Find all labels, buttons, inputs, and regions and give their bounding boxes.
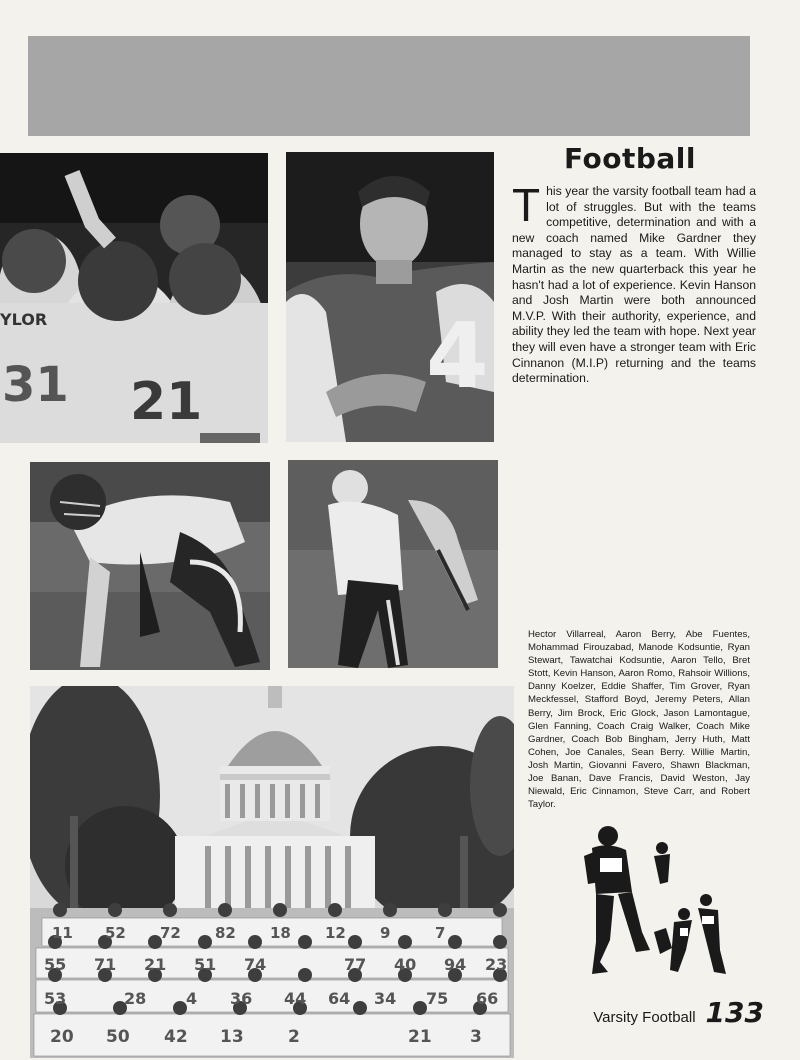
team-jersey-number: 4 [186, 989, 198, 1008]
team-jersey-number: 21 [144, 955, 167, 974]
team-jersey-number: 50 [106, 1027, 130, 1047]
team-jersey-number: 18 [270, 924, 291, 942]
team-jersey-number: 94 [444, 955, 467, 974]
team-jersey-number: 51 [194, 955, 217, 974]
team-jersey-number: 34 [374, 989, 397, 1008]
team-jersey-number: 66 [476, 989, 499, 1008]
team-jersey-number: 82 [215, 924, 236, 942]
team-jersey-number: 12 [325, 924, 346, 942]
show-through-ghost [640, 440, 760, 590]
team-jersey-number: 64 [328, 989, 351, 1008]
portrait-jersey-number: 4 [426, 304, 489, 409]
footer-section-label: Varsity Football [593, 1009, 696, 1026]
team-jersey-number: 21 [408, 1027, 432, 1047]
page-number: 133 [705, 996, 764, 1029]
header-band [28, 36, 750, 136]
team-jersey-number: 9 [380, 924, 391, 942]
team-jersey-number: 13 [220, 1027, 244, 1047]
team-photo [30, 686, 514, 1058]
huddle-jersey-name: YLOR [0, 310, 48, 329]
article-body: his year the varsity football team had a lot of struggles. But with the teams competitive, determination and with a new coach named Mike Gardner they managed to stay as a team. With Willie Martin as the new quarterback this year he hasn't had a lot of experience. Kevin Hanson and Josh Martin were both announced M.V.P. With their authority, experience, and ability they led the team with hope. Next year they will even have a stronger team with Eric Cinnanon (M.I.P) returning and the teams determination. [512, 184, 756, 386]
team-jersey-number: 72 [160, 924, 181, 942]
page-footer [593, 996, 764, 1029]
team-jersey-number: 55 [44, 955, 67, 974]
huddle-jersey-number-left: 31 [2, 357, 69, 413]
team-jersey-number: 3 [470, 1027, 482, 1047]
team-jersey-number: 74 [244, 955, 267, 974]
team-jersey-number: 28 [124, 989, 147, 1008]
player-portrait-photo [286, 152, 494, 442]
huddle-photo [0, 153, 268, 443]
drop-cap: T [512, 179, 541, 231]
runner-photo [288, 460, 498, 668]
team-jersey-number: 7 [435, 924, 446, 942]
team-jersey-number: 11 [52, 924, 73, 942]
team-jersey-number: 20 [50, 1027, 74, 1047]
team-jersey-number: 42 [164, 1027, 188, 1047]
team-jersey-number: 52 [105, 924, 126, 942]
huddle-jersey-number-center: 21 [130, 372, 203, 432]
team-jersey-number: 53 [44, 989, 67, 1008]
team-jersey-number: 77 [344, 955, 367, 974]
page-title: Football [564, 142, 696, 175]
article-text [512, 179, 756, 387]
roster-caption: Hector Villarreal, Aaron Berry, Abe Fuentes, Mohammad Firouzabad, Manode Kodsuntie, Ryan Stewart, Tawatchai Kodsuntie, Aaron Tello, Bret Stott, Kevin Hanson, Aaron Romo, Rahsoir Willions, Danny Koelzer, Eddie Shaffer, Tim Grover, Ryan Meckfessel, Stafford Boyd, Jeremy Peters, Allan Berry, Jim Brock, Eric Glock, Jason Lamontague, Glen Fanning, Coach Craig Walker, Coach Mike Gardner, Coach Bob Bingham, Jerry Huth, Matt Cohen, Joe Canales, Sean Berry. Willie Martin, Josh Martin, Giovanni Favero, Shawn Blackman, Joe Banan, Dave Francis, David Weston, Jay Niewald, Eric Cinnamon, Steve Carr, and Robert Taylor. [528, 629, 750, 811]
team-jersey-number: 23 [485, 955, 508, 974]
team-jersey-number: 44 [284, 989, 307, 1008]
lineman-photo [30, 462, 270, 670]
team-jersey-number: 36 [230, 989, 253, 1008]
team-jersey-number: 75 [426, 989, 449, 1008]
team-jersey-number: 2 [288, 1027, 300, 1047]
football-clipart [574, 822, 740, 990]
team-jersey-number: 71 [94, 955, 117, 974]
team-jersey-number: 40 [394, 955, 417, 974]
